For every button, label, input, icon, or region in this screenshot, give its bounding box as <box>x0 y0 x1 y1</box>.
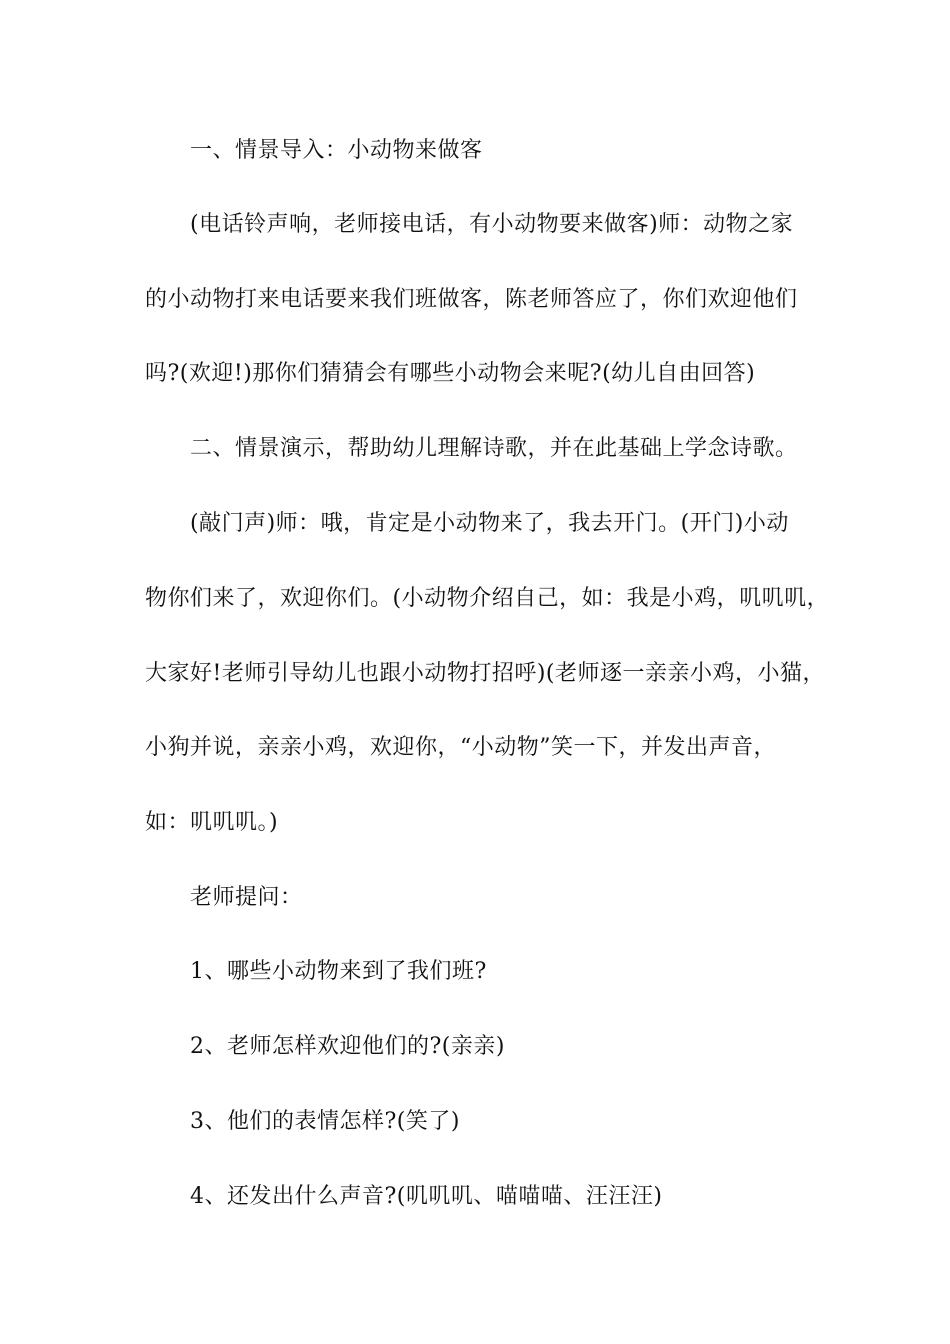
paragraph-line: 如：叽叽叽。) <box>145 810 279 835</box>
paragraph-line: 吗?(欢迎!)那你们猜猜会有哪些小动物会来呢?(幼儿自由回答) <box>145 361 756 386</box>
question-heading: 老师提问： <box>190 885 303 910</box>
paragraph-line: 小狗并说，亲亲小鸡，欢迎你，“小动物”笑一下，并发出声音， <box>145 735 776 760</box>
paragraph-line: 大家好!老师引导幼儿也跟小动物打招呼)(老师逐一亲亲小鸡，小猫， <box>145 661 826 686</box>
paragraph-line: (电话铃声响，老师接电话，有小动物要来做客)师：动物之家 <box>190 212 794 237</box>
question-item: 1、哪些小动物来到了我们班? <box>190 959 487 984</box>
paragraph-line: (敲门声)师：哦，肯定是小动物来了，我去开门。(开门)小动 <box>190 511 789 536</box>
question-item: 4、还发出什么声音?(叽叽叽、喵喵喵、汪汪汪) <box>190 1184 663 1209</box>
question-item: 2、老师怎样欢迎他们的?(亲亲) <box>190 1034 505 1059</box>
question-item: 3、他们的表情怎样?(笑了) <box>190 1109 460 1134</box>
section-heading-1: 一、情景导入：小动物来做客 <box>190 138 483 163</box>
paragraph-line: 的小动物打来电话要来我们班做客，陈老师答应了，你们欢迎他们 <box>145 287 798 312</box>
section-heading-2: 二、情景演示，帮助幼儿理解诗歌，并在此基础上学念诗歌。 <box>190 436 798 461</box>
paragraph-line: 物你们来了，欢迎你们。(小动物介绍自己，如：我是小鸡，叽叽叽， <box>145 586 830 611</box>
